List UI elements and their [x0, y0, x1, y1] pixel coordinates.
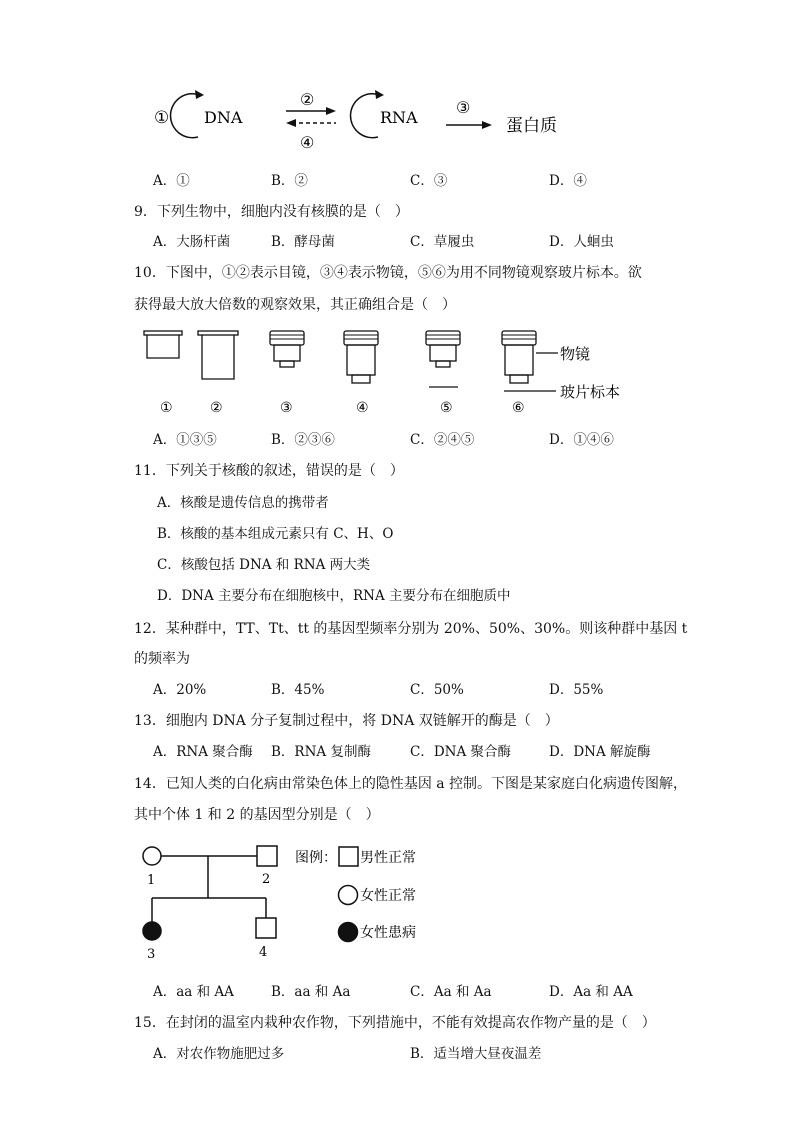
q10-option-c[interactable]: C．②④⑤ [410, 432, 475, 448]
q13-option-d[interactable]: D．DNA 解旋酶 [549, 744, 651, 760]
q15-option-b[interactable]: B．适当增大昼夜温差 [410, 1046, 542, 1062]
dna-replication-arrowhead [195, 90, 204, 99]
q10-option-a[interactable]: A．①③⑤ [153, 432, 217, 448]
individual-2-male-normal [257, 846, 277, 866]
q12-option-c[interactable]: C．50% [410, 682, 464, 698]
process-label-4: ④ [300, 133, 315, 152]
q12-stem-line1: 12．某种群中，TT、Tt、tt 的基因型频率分别为 20%、50%、30%。则该种群中基因 t [134, 621, 688, 637]
protein-text: 蛋白质 [506, 116, 557, 136]
q14-option-d[interactable]: D．Aa 和 AA [549, 984, 633, 1000]
q12-option-d[interactable]: D．55% [549, 682, 604, 698]
eyepiece-1 [144, 331, 182, 358]
process-label-3: ③ [456, 98, 471, 117]
central-dogma-figure [140, 85, 580, 155]
eyepiece-2 [198, 331, 238, 379]
objective-3 [270, 331, 304, 367]
objective-6 [502, 331, 558, 391]
rna-text: RNA [380, 108, 418, 127]
q13-option-a[interactable]: A．RNA 聚合酶 [153, 744, 253, 760]
dna-text: DNA [204, 108, 243, 127]
q15-stem: 15．在封闭的温室内栽种农作物，下列措施中，不能有效提高农作物产量的是（ ） [134, 1015, 656, 1031]
legend-female-normal-text: 女性正常 [360, 888, 416, 904]
q15-option-a[interactable]: A．对农作物施肥过多 [153, 1046, 285, 1062]
q9-option-a[interactable]: A．大肠杆菌 [153, 234, 231, 250]
q8-option-b[interactable]: B．② [271, 173, 308, 189]
pedigree-figure [130, 838, 450, 966]
q8-option-c[interactable]: C．③ [410, 173, 448, 189]
legend-title: 图例： [295, 850, 337, 866]
q8-option-d[interactable]: D．④ [549, 173, 587, 189]
reverse-transcription-arrowhead [286, 119, 296, 127]
objective-label: 物镜 [560, 345, 591, 363]
lens-label-2: ② [210, 400, 223, 416]
lens-label-4: ④ [356, 400, 369, 416]
q11-stem: 11．下列关于核酸的叙述，错误的是（ ） [134, 463, 404, 479]
q9-option-d[interactable]: D．人蛔虫 [549, 234, 614, 250]
microscope-lens-figure [138, 325, 658, 420]
q11-option-a[interactable]: A．核酸是遗传信息的携带者 [157, 495, 329, 511]
individual-1-label: 1 [147, 873, 156, 888]
individual-2-label: 2 [262, 872, 271, 887]
individual-3-label: 3 [147, 947, 156, 962]
rna-replication-arrowhead [375, 90, 384, 99]
q9-option-b[interactable]: B．酵母菌 [271, 234, 335, 250]
q11-option-d[interactable]: D．DNA 主要分布在细胞核中，RNA 主要分布在细胞质中 [157, 588, 511, 604]
rna-replication-arc [351, 94, 380, 138]
lens-label-5: ⑤ [440, 400, 453, 416]
q12-option-b[interactable]: B．45% [271, 682, 325, 698]
individual-1-female-normal [143, 847, 161, 865]
q9-stem: 9．下列生物中，细胞内没有核膜的是（ ） [134, 204, 409, 220]
q11-option-c[interactable]: C．核酸包括 DNA 和 RNA 两大类 [157, 557, 371, 573]
dna-replication-arc [171, 94, 200, 138]
q10-option-d[interactable]: D．①④⑥ [549, 432, 614, 448]
q12-option-a[interactable]: A．20% [153, 682, 207, 698]
legend-female-affected-text: 女性患病 [360, 925, 416, 941]
q10-stem-line2: 获得最大放大倍数的观察效果，其正确组合是（ ） [134, 297, 456, 313]
q8-option-a[interactable]: A．① [153, 173, 190, 189]
q13-option-c[interactable]: C．DNA 聚合酶 [410, 744, 512, 760]
legend-female-affected-symbol [339, 923, 358, 942]
q13-stem: 13．细胞内 DNA 分子复制过程中，将 DNA 双链解开的酶是（ ） [134, 713, 559, 729]
q14-option-b[interactable]: B．aa 和 Aa [271, 984, 351, 1000]
process-label-2: ② [300, 90, 315, 109]
q12-stem-line2: 的频率为 [134, 651, 190, 667]
individual-4-male-normal [256, 918, 276, 938]
individual-4-label: 4 [259, 945, 268, 960]
q11-option-b[interactable]: B．核酸的基本组成元素只有 C、H、O [157, 526, 394, 542]
q10-option-b[interactable]: B．②③⑥ [271, 432, 335, 448]
lens-label-1: ① [160, 400, 173, 416]
q14-option-c[interactable]: C．Aa 和 Aa [410, 984, 492, 1000]
q13-option-b[interactable]: B．RNA 复制酶 [271, 744, 371, 760]
objective-5 [426, 331, 460, 387]
legend-male-normal-symbol [339, 847, 358, 866]
q14-stem-line1: 14．已知人类的白化病由常染色体上的隐性基因 a 控制。下图是某家庭白化病遗传图解， [134, 776, 688, 792]
legend-male-normal-text: 男性正常 [360, 850, 416, 866]
process-label-1: ① [154, 108, 170, 128]
q14-stem-line2: 其中个体 1 和 2 的基因型分别是（ ） [134, 807, 380, 823]
lens-label-6: ⑥ [512, 400, 525, 416]
slide-label: 玻片标本 [560, 383, 621, 401]
lens-label-3: ③ [280, 400, 293, 416]
legend-female-normal-symbol [339, 886, 358, 905]
q10-stem-line1: 10．下图中，①②表示目镜，③④表示物镜，⑤⑥为用不同物镜观察玻片标本。欲 [134, 265, 642, 281]
transcription-arrowhead [326, 107, 336, 115]
translation-arrowhead [482, 121, 492, 129]
objective-4 [344, 331, 378, 383]
individual-3-female-affected [143, 922, 161, 940]
q9-option-c[interactable]: C．草履虫 [410, 234, 475, 250]
q14-option-a[interactable]: A．aa 和 AA [153, 984, 234, 1000]
